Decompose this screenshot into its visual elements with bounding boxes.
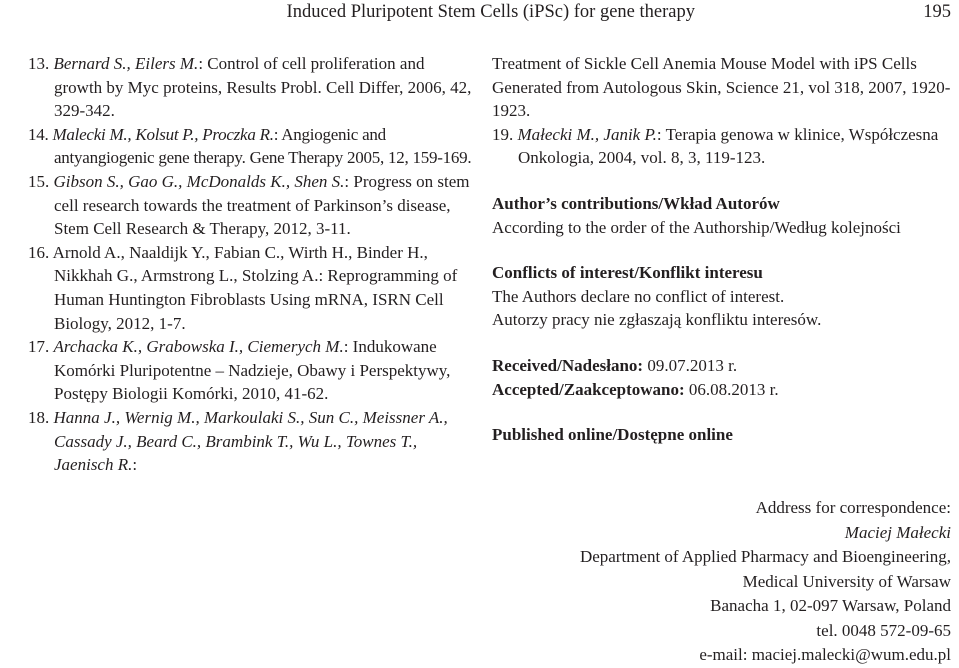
reference-authors: Malecki M., Kolsut P., Proczka R. [52, 124, 274, 144]
correspondence-address [580, 496, 951, 668]
address-street: Banacha 1, 02-097 Warsaw, Poland [710, 596, 951, 615]
address-name: Maciej Małecki [844, 522, 951, 542]
reference-13: 13. Bernard S., Eilers M.: Control of cell proliferation and growth by Myc proteins, Results Probl. Cell Differ, 2006, 42, 329-342. [28, 54, 472, 121]
conflicts-heading: Conflicts of interest/Konflikt interesu [492, 263, 763, 283]
running-header [0, 0, 959, 24]
reference-authors: Małecki M., Janik P. [517, 124, 657, 144]
reference-15: 15. Gibson S., Gao G., McDonalds K., Shen S.: Progress on stem cell research towards the treatment of Parkinson’s disease, Stem Cell Research & Therapy, 2012, 3-11. [28, 171, 470, 239]
contributions-text: According to the order of the Authorship/Według kolejności [492, 217, 901, 237]
right-column [492, 52, 958, 447]
address-heading: Address for correspondence: [755, 498, 951, 517]
received-date: Received/Nadesłano: 09.07.2013 r. [492, 355, 738, 375]
conflicts-text-en: The Authors declare no conflict of interest. [492, 286, 785, 306]
address-tel: tel. 0048 572-09-65 [816, 620, 951, 640]
contributions-heading: Author’s contributions/Wkład Autorów [492, 193, 780, 213]
address-email: e-mail: maciej.malecki@wum.edu.pl [699, 645, 951, 664]
references-left-column [28, 52, 472, 477]
reference-14: 14. Malecki M., Kolsut P., Proczka R.: Angiogenic and antyangiogenic gene therapy. Gene Therapy 2005, 12, 159-169. [28, 124, 472, 168]
reference-authors: Archacka K., Grabowska I., Ciemerych M. [53, 337, 344, 357]
address-university: Medical University of Warsaw [742, 571, 951, 591]
reference-17: 17. Archacka K., Grabowska I., Ciemerych M.: Indukowane Komórki Pluripotentne – Nadzieje, Obawy i Perspektywy, Postępy Biologii Komórki, 2010, 41-62. [28, 337, 451, 404]
reference-authors: Gibson S., Gao G., McDonalds K., Shen S. [53, 171, 345, 191]
reference-authors: Bernard S., Eilers M. [53, 54, 199, 73]
accepted-date: Accepted/Zaakceptowano: 06.08.2013 r. [492, 379, 779, 399]
reference-authors: Hanna J., Wernig M., Markoulaki S., Sun C., Meissner A., Cassady J., Beard C., Brambink T., Wu L., Townes T., Jaenisch R. [53, 407, 448, 475]
running-title: Induced Pluripotent Stem Cells (iPSc) for gene therapy [286, 2, 695, 22]
published-online: Published online/Dostępne online [492, 425, 733, 445]
address-department: Department of Applied Pharmacy and Bioengineering, [579, 547, 951, 566]
reference-18-continued: Treatment of Sickle Cell Anemia Mouse Model with iPS Cells Generated from Autologous Skin, Science 21, vol 318, 2007, 1920-1923. [492, 54, 951, 121]
reference-18: 18. Hanna J., Wernig M., Markoulaki S., Sun C., Meissner A., Cassady J., Beard C., Brambink T., Wu L., Townes T., Jaenisch R.: [28, 407, 448, 475]
conflicts-text-pl: Autorzy pracy nie zgłaszają konfliktu interesów. [492, 310, 822, 330]
reference-16: 16. Arnold A., Naaldijk Y., Fabian C., Wirth H., Binder H., Nikkhah G., Armstrong L., Stolzing A.: Reprogramming of Human Huntington Fibroblasts Using mRNA, ISRN Cell Biology, 2012, 1-7. [28, 242, 458, 333]
page-number: 195 [923, 2, 951, 22]
reference-19: 19. Małecki M., Janik P.: Terapia genowa w klinice, Współczesna Onkologia, 2004, vol. 8, 3, 119-123. [492, 124, 939, 168]
